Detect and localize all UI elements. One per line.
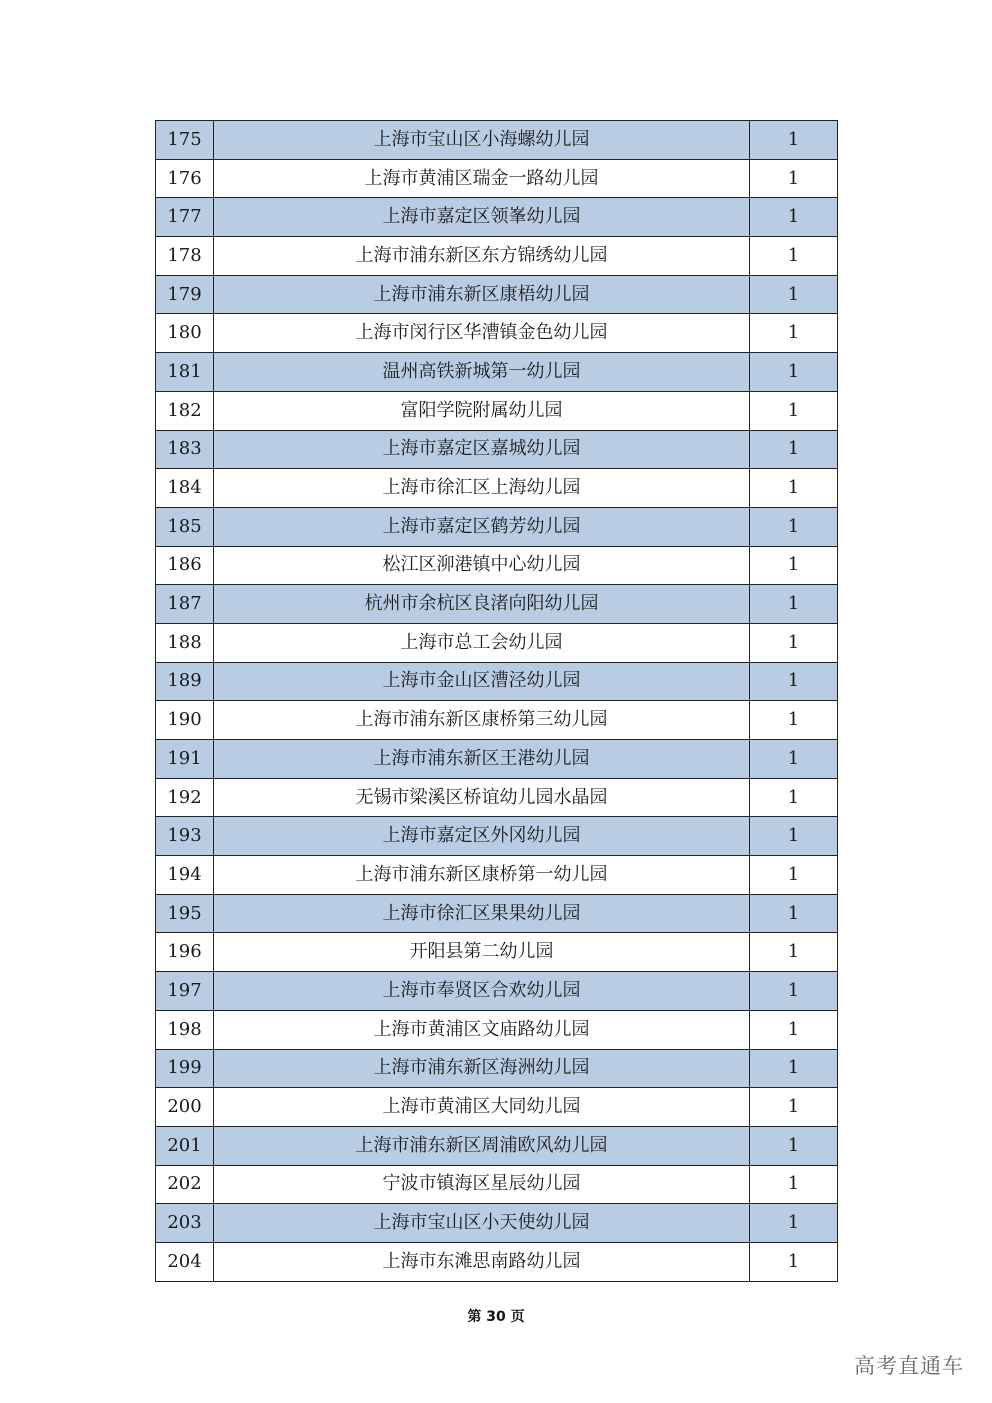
table-row	[156, 585, 838, 624]
row-number-cell: 190	[156, 701, 214, 740]
count-cell: 1	[750, 1242, 838, 1281]
count-cell: 1	[750, 237, 838, 276]
count-cell: 1	[750, 353, 838, 392]
row-number-cell: 203	[156, 1204, 214, 1243]
table-row	[156, 662, 838, 701]
table-row	[156, 507, 838, 546]
kindergarten-name-cell: 上海市浦东新区康桥第三幼儿园	[214, 701, 750, 740]
table-row	[156, 314, 838, 353]
kindergarten-name-cell: 上海市浦东新区海洲幼儿园	[214, 1049, 750, 1088]
row-number-cell: 177	[156, 198, 214, 237]
table-row	[156, 198, 838, 237]
row-number-cell: 187	[156, 585, 214, 624]
row-number-cell: 185	[156, 507, 214, 546]
row-number-cell: 199	[156, 1049, 214, 1088]
table-row	[156, 1165, 838, 1204]
kindergarten-name-cell: 上海市闵行区华漕镇金色幼儿园	[214, 314, 750, 353]
kindergarten-name-cell: 上海市浦东新区康梧幼儿园	[214, 275, 750, 314]
table-row	[156, 1010, 838, 1049]
row-number-cell: 194	[156, 856, 214, 895]
table-row	[156, 894, 838, 933]
row-number-cell: 183	[156, 430, 214, 469]
count-cell: 1	[750, 585, 838, 624]
count-cell: 1	[750, 1204, 838, 1243]
row-number-cell: 178	[156, 237, 214, 276]
table-row	[156, 1088, 838, 1127]
table-body	[156, 121, 838, 1282]
kindergarten-name-cell: 上海市东滩思南路幼儿园	[214, 1242, 750, 1281]
row-number-cell: 176	[156, 159, 214, 198]
kindergarten-name-cell: 上海市黄浦区瑞金一路幼儿园	[214, 159, 750, 198]
count-cell: 1	[750, 121, 838, 160]
table-row	[156, 778, 838, 817]
table-row	[156, 1204, 838, 1243]
row-number-cell: 179	[156, 275, 214, 314]
table-row	[156, 237, 838, 276]
table-row	[156, 546, 838, 585]
table-row	[156, 469, 838, 508]
count-cell: 1	[750, 314, 838, 353]
count-cell: 1	[750, 507, 838, 546]
page-number: 第 30 页	[467, 1309, 525, 1325]
count-cell: 1	[750, 1165, 838, 1204]
count-cell: 1	[750, 469, 838, 508]
count-cell: 1	[750, 546, 838, 585]
count-cell: 1	[750, 1126, 838, 1165]
table-row	[156, 856, 838, 895]
kindergarten-name-cell: 上海市黄浦区文庙路幼儿园	[214, 1010, 750, 1049]
kindergarten-name-cell: 富阳学院附属幼儿园	[214, 391, 750, 430]
row-number-cell: 175	[156, 121, 214, 160]
kindergarten-name-cell: 上海市嘉定区领峯幼儿园	[214, 198, 750, 237]
kindergarten-name-cell: 上海市徐汇区上海幼儿园	[214, 469, 750, 508]
kindergarten-name-cell: 上海市浦东新区王港幼儿园	[214, 740, 750, 779]
count-cell: 1	[750, 817, 838, 856]
kindergarten-name-cell: 宁波市镇海区星辰幼儿园	[214, 1165, 750, 1204]
kindergarten-name-cell: 上海市总工会幼儿园	[214, 623, 750, 662]
table-row	[156, 972, 838, 1011]
count-cell: 1	[750, 1049, 838, 1088]
count-cell: 1	[750, 391, 838, 430]
kindergarten-name-cell: 上海市奉贤区合欢幼儿园	[214, 972, 750, 1011]
row-number-cell: 182	[156, 391, 214, 430]
table-row	[156, 933, 838, 972]
count-cell: 1	[750, 701, 838, 740]
kindergarten-name-cell: 松江区泖港镇中心幼儿园	[214, 546, 750, 585]
row-number-cell: 204	[156, 1242, 214, 1281]
table-row	[156, 391, 838, 430]
row-number-cell: 189	[156, 662, 214, 701]
kindergarten-name-cell: 开阳县第二幼儿园	[214, 933, 750, 972]
kindergarten-name-cell: 上海市黄浦区大同幼儿园	[214, 1088, 750, 1127]
kindergarten-name-cell: 上海市嘉定区嘉城幼儿园	[214, 430, 750, 469]
kindergarten-name-cell: 温州高铁新城第一幼儿园	[214, 353, 750, 392]
table-row	[156, 623, 838, 662]
kindergarten-name-cell: 上海市宝山区小天使幼儿园	[214, 1204, 750, 1243]
count-cell: 1	[750, 1010, 838, 1049]
row-number-cell: 200	[156, 1088, 214, 1127]
kindergarten-name-cell: 上海市浦东新区东方锦绣幼儿园	[214, 237, 750, 276]
row-number-cell: 202	[156, 1165, 214, 1204]
count-cell: 1	[750, 972, 838, 1011]
row-number-cell: 184	[156, 469, 214, 508]
row-number-cell: 197	[156, 972, 214, 1011]
kindergarten-name-cell: 上海市浦东新区康桥第一幼儿园	[214, 856, 750, 895]
count-cell: 1	[750, 275, 838, 314]
table-row	[156, 121, 838, 160]
row-number-cell: 195	[156, 894, 214, 933]
row-number-cell: 201	[156, 1126, 214, 1165]
count-cell: 1	[750, 198, 838, 237]
count-cell: 1	[750, 933, 838, 972]
count-cell: 1	[750, 894, 838, 933]
kindergarten-name-cell: 上海市嘉定区外冈幼儿园	[214, 817, 750, 856]
kindergarten-name-cell: 无锡市梁溪区桥谊幼儿园水晶园	[214, 778, 750, 817]
count-cell: 1	[750, 740, 838, 779]
row-number-cell: 193	[156, 817, 214, 856]
table-row	[156, 1049, 838, 1088]
kindergarten-name-cell: 上海市宝山区小海螺幼儿园	[214, 121, 750, 160]
kindergarten-name-cell: 上海市金山区漕泾幼儿园	[214, 662, 750, 701]
table-row	[156, 740, 838, 779]
kindergarten-name-cell: 上海市徐汇区果果幼儿园	[214, 894, 750, 933]
count-cell: 1	[750, 430, 838, 469]
kindergarten-name-cell: 上海市嘉定区鹤芳幼儿园	[214, 507, 750, 546]
count-cell: 1	[750, 1088, 838, 1127]
kindergarten-table	[155, 120, 838, 1282]
data-table-container	[155, 120, 837, 1282]
kindergarten-name-cell: 杭州市余杭区良渚向阳幼儿园	[214, 585, 750, 624]
row-number-cell: 198	[156, 1010, 214, 1049]
table-row	[156, 275, 838, 314]
table-row	[156, 353, 838, 392]
table-row	[156, 1126, 838, 1165]
count-cell: 1	[750, 159, 838, 198]
table-row	[156, 430, 838, 469]
row-number-cell: 191	[156, 740, 214, 779]
watermark-text: 高考直通车	[854, 1354, 964, 1378]
table-row	[156, 817, 838, 856]
row-number-cell: 186	[156, 546, 214, 585]
kindergarten-name-cell: 上海市浦东新区周浦欧风幼儿园	[214, 1126, 750, 1165]
table-row	[156, 701, 838, 740]
count-cell: 1	[750, 662, 838, 701]
row-number-cell: 188	[156, 623, 214, 662]
count-cell: 1	[750, 856, 838, 895]
count-cell: 1	[750, 778, 838, 817]
row-number-cell: 180	[156, 314, 214, 353]
row-number-cell: 192	[156, 778, 214, 817]
row-number-cell: 181	[156, 353, 214, 392]
count-cell: 1	[750, 623, 838, 662]
table-row	[156, 1242, 838, 1281]
row-number-cell: 196	[156, 933, 214, 972]
table-row	[156, 159, 838, 198]
